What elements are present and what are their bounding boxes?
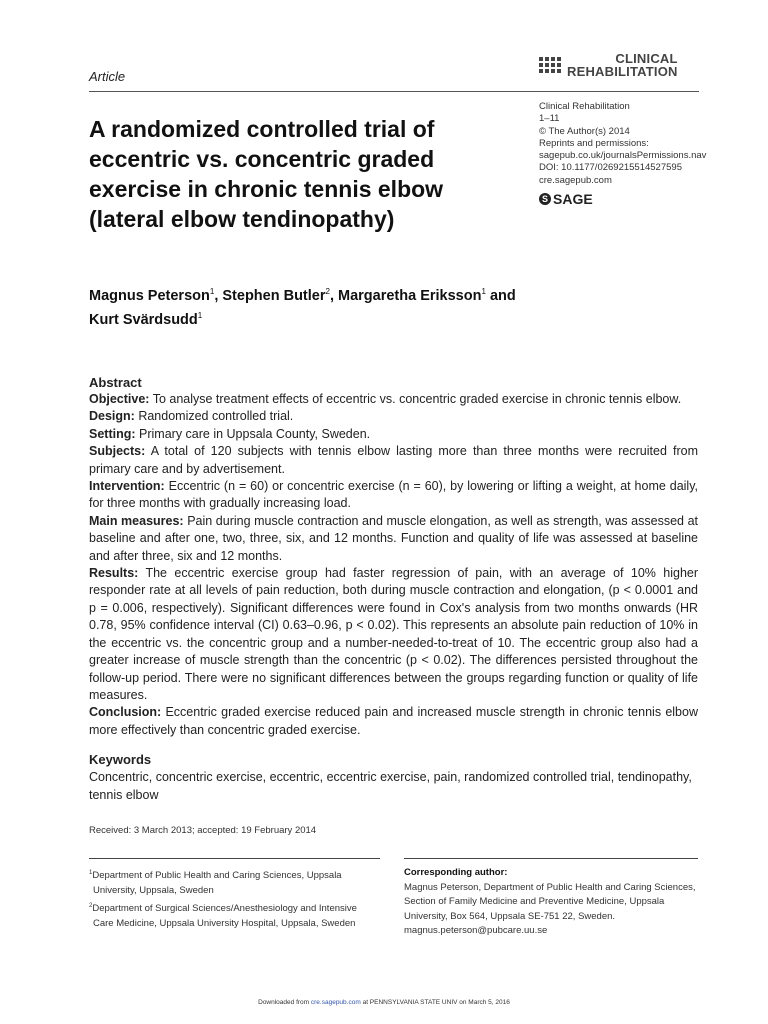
abstract-setting: Setting: Primary care in Uppsala County, Sweden. — [89, 426, 371, 441]
header-divider — [89, 91, 699, 92]
meta-reprints: Reprints and permissions: — [539, 137, 649, 149]
footnote-divider-right — [404, 858, 698, 859]
abstract-conclusion: Conclusion: Eccentric graded exercise reduced pain and increased muscle strength in chronic tennis elbow more effectively than concentric graded exercise. — [89, 705, 698, 737]
journal-name-line2: REHABILITATION — [567, 64, 678, 79]
author-name: Stephen Butler — [222, 287, 326, 304]
article-title: A randomized controlled trial of eccentric vs. concentric graded exercise in chronic tennis elbow (lateral elbow tendinopathy) — [89, 116, 444, 232]
author-conjunction: and — [489, 287, 516, 304]
corresponding-author-heading: Corresponding author: — [404, 867, 508, 878]
abstract-design: Design: Randomized controlled trial. — [89, 409, 294, 424]
author-affiliation-sup: 1 — [197, 310, 203, 320]
meta-site-link[interactable]: cre.sagepub.com — [539, 174, 612, 186]
corresponding-author-email[interactable]: magnus.peterson@pubcare.uu.se — [404, 925, 548, 936]
abstract-objective: Objective: To analyse treatment effects of eccentric vs. concentric graded exercise in chronic tennis elbow. — [89, 392, 682, 406]
meta-copyright: © The Author(s) 2014 — [539, 125, 630, 137]
sage-s-icon: S — [539, 193, 551, 205]
abstract-section — [89, 374, 698, 739]
affiliations — [89, 866, 379, 932]
footer-prefix: Downloaded from — [258, 999, 310, 1006]
author-affiliation-sup: 2 — [325, 287, 330, 296]
author-name: Magnus Peterson — [89, 287, 210, 304]
meta-doi[interactable]: DOI: 10.1177/0269215514527595 — [539, 162, 682, 174]
abstract-subjects: Subjects: A total of 120 subjects with tennis elbow lasting more than three months were recruited from primary care and by advertisement. — [89, 444, 698, 476]
meta-pages: 1–11 — [539, 113, 560, 125]
keywords-heading: Keywords — [89, 752, 152, 767]
affiliation-item: $^1$Department of Public Health and Caring Sciences, Uppsala University, Uppsala, Sweden — [89, 870, 342, 896]
corresponding-author — [404, 866, 700, 939]
abstract-intervention: Intervention: Eccentric (n = 60) or concentric exercise (n = 60), by lowering or lifting a weight, at home daily, for three months with gradually increasing load. — [89, 479, 698, 511]
author-list: Magnus Peterson$^1$, Stephen Butler$^2$, Margaretha Eriksson$^1$ and Kurt Svärdsudd$^1$ — [89, 287, 516, 328]
affiliation-item: $^2$Department of Surgical Sciences/Anesthesiology and Intensive Care Medicine, Uppsala University Hospital, Uppsala, Sweden — [89, 903, 357, 929]
corresponding-author-address: Magnus Peterson, Department of Public Health and Caring Sciences, Section of Family Medicine and Preventive Medicine, Uppsala University, Box 564, Uppsala SE-751 22, Sweden. — [404, 881, 696, 922]
footer-suffix: at PENNSYLVANIA STATE UNIV on March 5, 2016 — [362, 999, 510, 1006]
author-name: Margaretha Eriksson — [338, 287, 482, 304]
abstract-heading: Abstract — [89, 375, 142, 390]
article-type-label: Article — [89, 69, 126, 84]
journal-name — [567, 52, 678, 78]
journal-dots-icon — [539, 57, 561, 73]
keywords-text: Concentric, concentric exercise, eccentric, eccentric exercise, pain, randomized controlled trial, tendinopathy, tennis elbow — [89, 770, 692, 802]
footer-site-link[interactable]: cre.sagepub.com — [310, 999, 361, 1006]
abstract-main-measures: Main measures: Pain during muscle contraction and muscle elongation, as well as strength, was assessed at baseline and after one, two, three, six, and 12 months. Function and quality of life was assessed at baseline and after three, six and 12 months. — [89, 513, 698, 563]
keywords-section — [89, 751, 698, 804]
footnote-divider-left — [89, 858, 380, 859]
author-name: Kurt Svärdsudd — [89, 311, 198, 328]
article-metadata — [539, 101, 739, 187]
author-affiliation-sup: 1 — [481, 287, 486, 296]
publisher-name: SAGE — [553, 191, 593, 207]
meta-journal: Clinical Rehabilitation — [539, 101, 630, 112]
download-footer — [0, 999, 768, 1006]
publisher-logo — [539, 191, 593, 207]
journal-name-line1: CLINICAL — [615, 51, 678, 66]
journal-logo — [539, 52, 678, 78]
author-affiliation-sup: 1 — [209, 287, 215, 296]
meta-permissions-link[interactable]: sagepub.co.uk/journalsPermissions.nav — [539, 150, 707, 162]
received-dates: Received: 3 March 2013; accepted: 19 February 2014 — [89, 825, 317, 836]
abstract-results: Results: The eccentric exercise group had faster regression of pain, with an average of 10% higher responder rate at all levels of pain reduction, both during muscle contraction and elongation, (p < 0.0001 and p = 0.006, respectively). Significant differences were found in Cox's analysis from two months onwards (HR 0.78, 95% confidence interval (CI) 0.63–0.96, p < 0.02). This represents an absolute pain reduction of 10% in the eccentric vs. the concentric group and a number-needed-to-treat of 10. The eccentric group also had a greater increase of muscle strength than the concentric (p < 0.02). The differences persisted throughout the follow-up period. There were no significant differences between the groups regarding function or quality of life measures. — [89, 566, 699, 702]
